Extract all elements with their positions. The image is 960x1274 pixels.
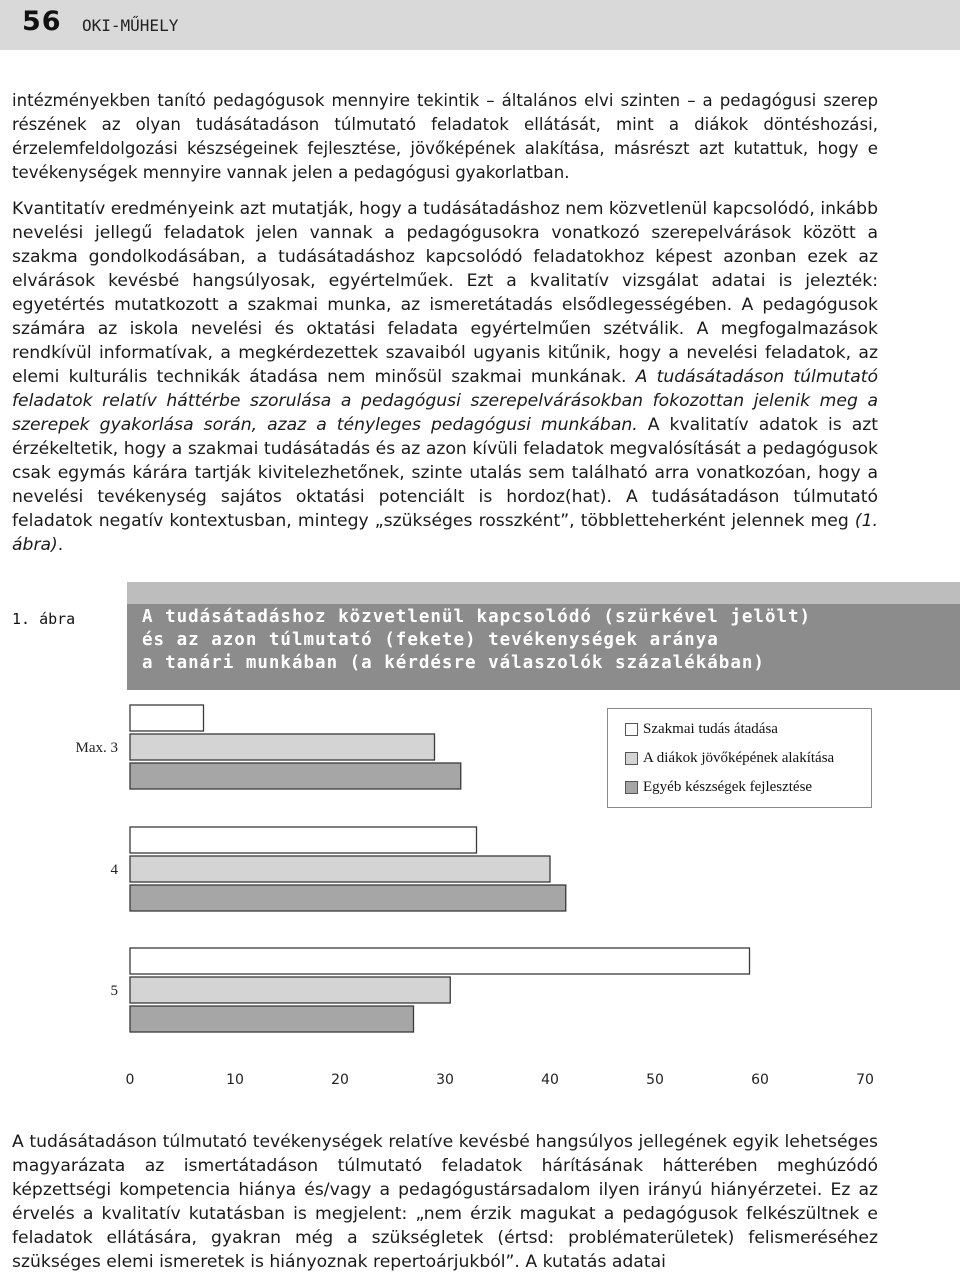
- x-tick-label: 60: [751, 1072, 769, 1088]
- chart-legend: [607, 708, 872, 808]
- page-number: 56: [22, 6, 62, 37]
- bar-2-5: [130, 977, 450, 1003]
- figure-title-line-3: a tanári munkában (a kérdésre válaszolók százalékában): [142, 653, 765, 673]
- legend-swatch-light-gray: [625, 752, 638, 765]
- bar-3-5: [130, 1006, 414, 1032]
- figure-reference: (1. ábra): [12, 511, 878, 555]
- legend-swatch-dark-gray: [625, 781, 638, 794]
- legend-item: [625, 744, 871, 773]
- bar-2-4: [130, 856, 550, 882]
- figure-title-line-2: és az azon túlmutató (fekete) tevékenységek aránya: [142, 630, 719, 650]
- x-tick-label: 30: [436, 1072, 454, 1088]
- category-label: Max. 3: [75, 740, 118, 756]
- main-text-italic1: A tudásátadáson túlmutató feladatok relatív háttérbe szorulása a pedagógusi szerepelvárásokban fokozottan jelenik meg a szerepek gyakorlása során, azaz a tényleges pedagógusi munkában.: [12, 367, 878, 435]
- legend-item: [625, 715, 871, 744]
- bottom-paragraph-text: A tudásátadáson túlmutató tevékenységek relatíve kevésbé hangsúlyos jellegének egyik lehetséges magyarázata az ismertátadáson túlmutató feladatok hárításának hátterében meghúzódó képzettségi kompetencia hiánya és/vagy a pedagógustársadalom ilyen irányú hiányérzetei. Ez az érvelés a kvalitatív kutatásban is megjelent: „nem érzik magukat a pedagógusok felkészültnek e feladatok ellátására, gyakran még a szükségletek (értsd: problématerületek) felismeréséhez szükséges elemi ismeretek is hiányoznak repertoárjukból”. A kutatás adatai: [12, 1132, 878, 1272]
- main-text-part3: .: [57, 535, 64, 555]
- bar-1-max3: [130, 705, 204, 731]
- legend-label: Egyéb készségek fejlesztése: [643, 779, 813, 795]
- x-tick-label: 0: [125, 1072, 135, 1088]
- figure-label: 1. ábra: [12, 610, 76, 628]
- main-text-part2: A kvalitatív adatok is azt érzékeltetik, hogy a szakmai tudásátadás és az azon kívüli feladatok megvalósítását a pedagógusok csak egymás kárára tartják kivitelezhetőnek, szinte utalás sem található arra vonatkozóan, hogy a nevelési tevékenység sajátos oktatási potenciált is hordoz(hat). A tudásátadáson túlmutató feladatok negatív kontextusban, mintegy „szükséges rosszként”, többletteherként jelennek meg: [12, 415, 878, 531]
- legend-item: [625, 773, 871, 802]
- x-tick-label: 50: [646, 1072, 664, 1088]
- x-tick-label: 70: [856, 1072, 874, 1088]
- category-label: 5: [110, 983, 118, 999]
- legend-label: Szakmai tudás átadása: [643, 721, 778, 737]
- journal-name: OKI-MŰHELY: [82, 16, 179, 35]
- x-tick-label: 20: [331, 1072, 349, 1088]
- bar-1-4: [130, 827, 477, 853]
- legend-swatch-white: [625, 723, 638, 736]
- bottom-paragraph: [12, 1130, 878, 1274]
- bar-3-max3: [130, 763, 461, 789]
- bar-1-5: [130, 948, 750, 974]
- x-tick-label: 10: [226, 1072, 244, 1088]
- category-label: 4: [110, 862, 118, 878]
- x-tick-label: 40: [541, 1072, 559, 1088]
- lead-paragraph-text: intézményekben tanító pedagógusok mennyire tekintik – általános elvi szinten – a pedagógusi szerep részének az olyan tudásátadáson túlmutató feladatok ellátását, mint a diákok döntéshozási, érzelemfeldolgozási készségeinek fejlesztése, jövőképének alakítása, másrészt azt kutattuk, hogy e tevékenységek mennyire vannak jelen a pedagógusi gyakorlatban.: [12, 91, 878, 182]
- figure-title-line-1: A tudásátadáshoz közvetlenül kapcsolódó (szürkével jelölt): [142, 607, 812, 627]
- legend-label: A diákok jövőképének alakítása: [643, 750, 835, 766]
- bar-3-4: [130, 885, 566, 911]
- bar-2-max3: [130, 734, 435, 760]
- main-text-part1: Kvantitatív eredményeink azt mutatják, hogy a tudásátadáshoz nem közvetlenül kapcsolódó, inkább nevelési jellegű feladatok jelen vannak a pedagógusokra vonatkozó szerepelvárások között a szakma gondolkodásában, a tudásátadáshoz kapcsolódó feladatokhoz képest azonban ezek az elvárások kevésbé hangsúlyosak, egyértelműek. Ezt a kvalitatív vizsgálat adatai is jelezték: egyetértés mutatkozott a szakmai munka, az ismeretátadás elsődlegességében. A pedagógusok számára az iskola nevelési és oktatási feladata egyértelműen szétválik. A megfogalmazások rendkívül informatívak, a megkérdezettek szavaiból ugyanis kitűnik, hogy a nevelési feladatok, az elemi kulturális technikák átadása nem minősül szakmai munkának.: [12, 199, 878, 387]
